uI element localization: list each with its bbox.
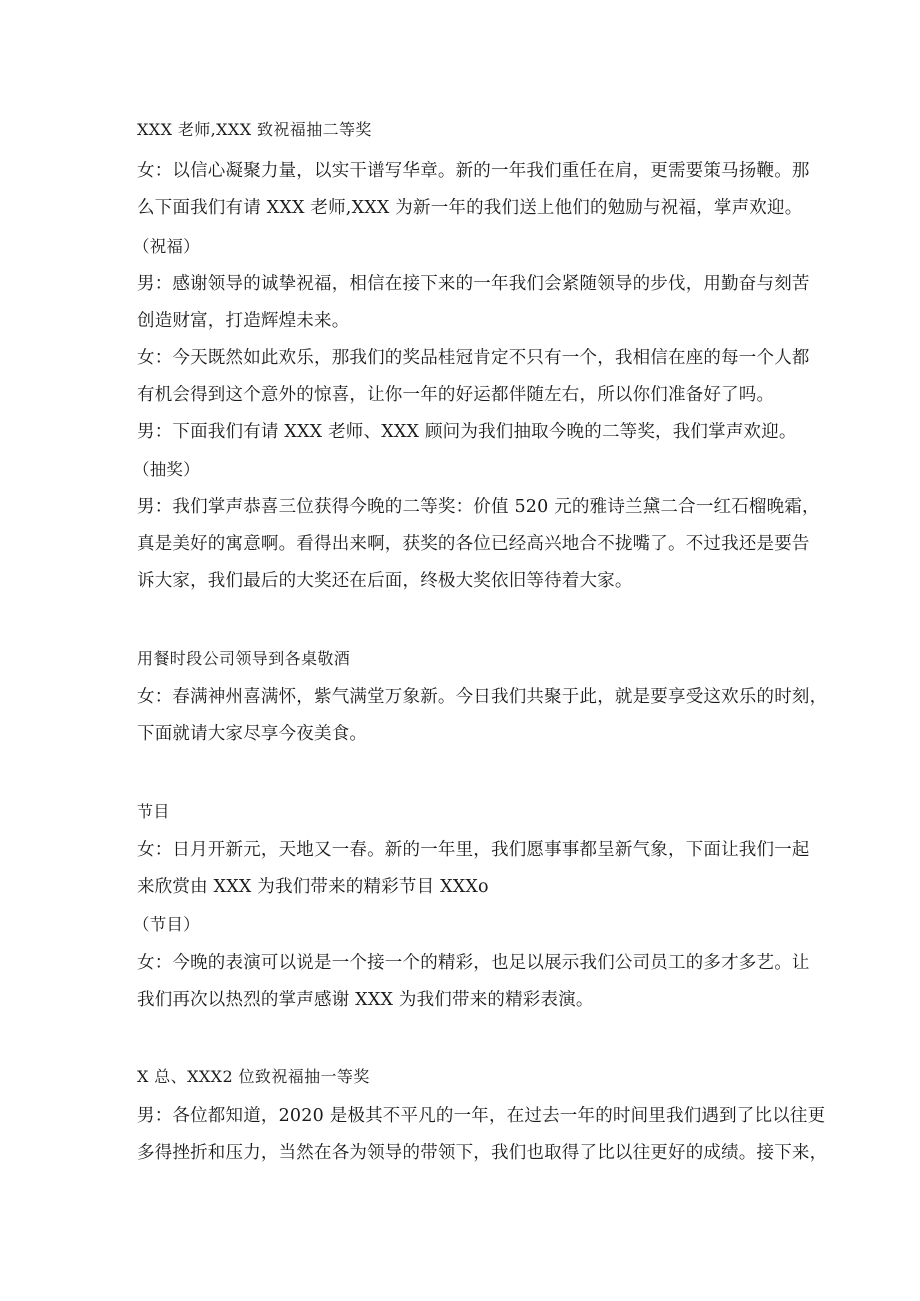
dialogue-line: 男：各位都知道，2020 是极其不平凡的一年，在过去一年的时间里我们遇到了比以往更 [137, 1106, 826, 1126]
section-heading: X 总、XXX2 位致祝福抽一等奖 [137, 1067, 370, 1086]
dialogue-line: 有机会得到这个意外的惊喜，让你一年的好运都伴随左右，所以你们准备好了吗。 [137, 385, 775, 405]
stage-direction: （抽奖） [133, 460, 200, 479]
dialogue-line: 多得挫折和压力，当然在各为领导的带领下，我们也取得了比以往更好的成绩。接下来， [137, 1143, 828, 1163]
section-heading: XXX 老师,XXX 致祝福抽二等奖 [137, 120, 372, 139]
dialogue-line: 女：以信心凝聚力量，以实干谱写华章。新的一年我们重任在肩，更需要策马扬鞭。那 [137, 161, 810, 181]
dialogue-line: 女：今晚的表演可以说是一个接一个的精彩，也足以展示我们公司员工的多才多艺。让 [137, 953, 810, 973]
dialogue-line: 女：日月开新元，天地又一春。新的一年里，我们愿事事都呈新气象，下面让我们一起 [137, 840, 810, 860]
dialogue-line: 我们再次以热烈的掌声感谢 XXX 为我们带来的精彩表演。 [137, 990, 594, 1010]
dialogue-line: 男：下面我们有请 XXX 老师、XXX 顾问为我们抽取今晚的二等奖，我们掌声欢迎。 [137, 422, 797, 442]
stage-direction: （节目） [133, 915, 200, 934]
dialogue-line: 男：感谢领导的诚挚祝福，相信在接下来的一年我们会紧随领导的步伐，用勤奋与刻苦 [137, 274, 810, 294]
dialogue-line: 创造财富，打造辉煌未来。 [137, 311, 350, 331]
dialogue-line: 诉大家，我们最后的大奖还在后面，终极大奖依旧等待着大家。 [137, 571, 633, 591]
section-heading: 节目 [137, 802, 170, 821]
dialogue-line: 下面就请大家尽享今夜美食。 [137, 724, 368, 744]
dialogue-line: 男：我们掌声恭喜三位获得今晚的二等奖：价值 520 元的雅诗兰黛二合一红石榴晚霜， [137, 497, 820, 517]
dialogue-line: 女：春满神州喜满怀，紫气满堂万象新。今日我们共聚于此，就是要享受这欢乐的时刻， [137, 687, 828, 707]
dialogue-line: 么下面我们有请 XXX 老师,XXX 为新一年的我们送上他们的勉励与祝福，掌声欢迎。 [137, 198, 803, 218]
dialogue-line: 女：今天既然如此欢乐，那我们的奖品桂冠肯定不只有一个，我相信在座的每一个人都 [137, 348, 810, 368]
section-heading: 用餐时段公司领导到各桌敬酒 [137, 649, 351, 668]
stage-direction: （祝福） [133, 237, 200, 256]
dialogue-line: 来欣赏由 XXX 为我们带来的精彩节目 XXXo [137, 877, 489, 897]
dialogue-line: 真是美好的寓意啊。看得出来啊，获奖的各位已经高兴地合不拢嘴了。不过我还是要告 [137, 534, 810, 554]
